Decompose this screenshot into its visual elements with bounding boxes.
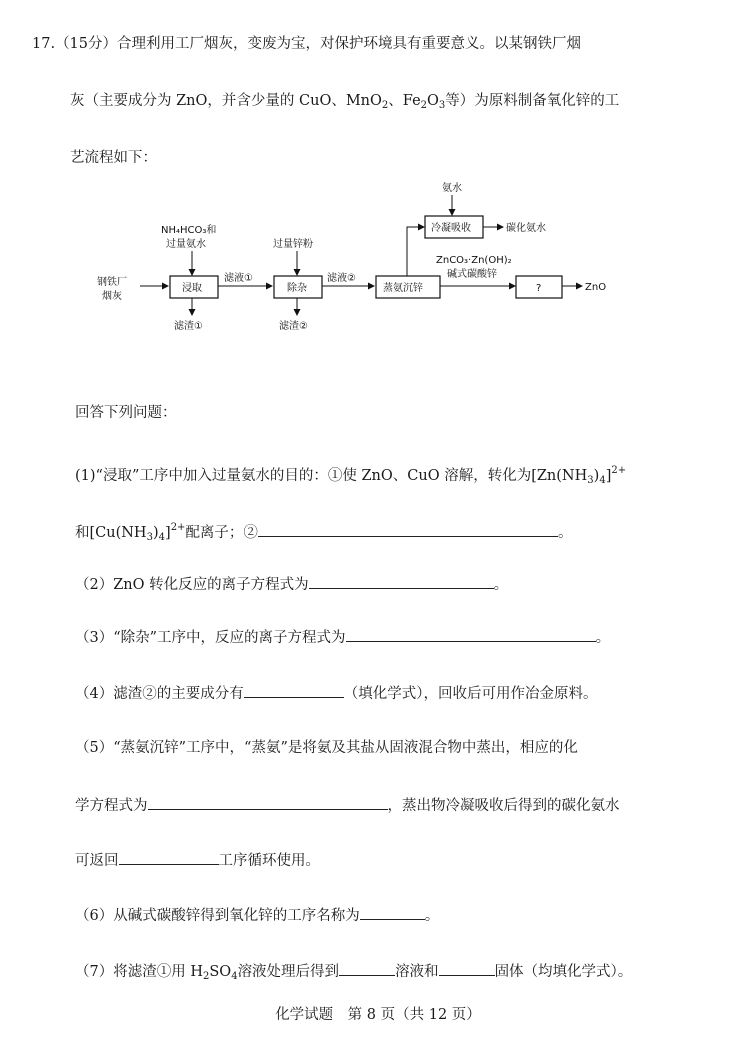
intermediate-formula-label: ZnCO₃·Zn(OH)₂: [436, 255, 512, 266]
superscript: 2+: [170, 522, 186, 533]
q5-text: 工序循环使用。: [218, 853, 320, 869]
product-absorb-label: 碳化氨水: [506, 223, 546, 234]
q1-text: ): [593, 468, 600, 484]
subscript: 3: [146, 532, 153, 543]
q1-line-2: [75, 518, 572, 548]
q7-text: 溶液和: [395, 964, 439, 980]
q1-line-1: [75, 461, 626, 491]
intro-text: O: [427, 93, 439, 109]
q4-text: （填化学式），回收后可用作冶金原料。: [343, 686, 598, 702]
raw-material-label: 钢铁厂: [97, 277, 127, 288]
q5-line-1: [75, 738, 578, 758]
answer-blank[interactable]: [258, 521, 558, 537]
prompt-line: [75, 403, 177, 423]
q1-text: 和[Cu(NH: [75, 525, 147, 541]
q7-text: SO: [209, 964, 232, 980]
q6-line: [75, 904, 439, 926]
q5-line-2: [75, 794, 620, 816]
intro-text: 、Fe: [388, 93, 421, 109]
q5-text: 学方程式为: [75, 798, 148, 814]
step-absorb-label: 冷凝吸收: [431, 223, 471, 234]
residue-1-label: 滤渣①: [174, 321, 203, 332]
q1-text: 配离子；②: [185, 525, 258, 541]
q6-text: 。: [424, 908, 440, 924]
question-intro-1: 合理利用工厂烟灰，变废为宝，对保护环境具有重要意义。以某钢铁厂烟: [117, 36, 582, 52]
q6-text: （6）从碱式碳酸锌得到氧化锌的工序名称为: [75, 908, 360, 924]
q5-text: 可返回: [75, 853, 119, 869]
question-number: 17.: [32, 36, 56, 52]
intro-text: 灰（主要成分为 ZnO，并含少量的 CuO、MnO: [70, 93, 382, 109]
q3-text: （3）“除杂”工序中，反应的离子方程式为: [75, 630, 346, 646]
subscript: 2: [420, 100, 428, 111]
q7-text: （7）将滤渣①用 H: [75, 964, 203, 980]
raw-material-label: 烟灰: [102, 291, 122, 302]
step-unknown-label: ?: [536, 283, 542, 294]
q5-text: ，蒸出物冷凝吸收后得到的碳化氨水: [387, 798, 620, 814]
answer-blank[interactable]: [244, 682, 344, 698]
question-score: （15分）: [55, 36, 118, 52]
question-line-2: [70, 91, 619, 116]
q1-text: ]: [605, 468, 612, 484]
q5-text: （5）“蒸氨沉锌”工序中，“蒸氨”是将氨及其盐从固液混合物中蒸出，相应的化: [75, 740, 578, 756]
leach-reagent-label: NH₄HCO₃和: [161, 225, 217, 236]
reagent-water-label: 氨水: [442, 183, 462, 194]
step-purify-label: 除杂: [287, 283, 307, 294]
product-final-label: ZnO: [585, 282, 607, 293]
page-footer: 化学试题 第 8 页（共 12 页）: [275, 1007, 481, 1023]
step-leach-label: 浸取: [182, 283, 202, 294]
q1-text: ): [152, 525, 159, 541]
q2-text: 。: [493, 577, 509, 593]
answer-blank[interactable]: [439, 960, 495, 976]
answer-blank[interactable]: [339, 960, 395, 976]
answer-blank[interactable]: [119, 849, 219, 865]
q7-text: 固体（均填化学式）。: [494, 964, 633, 980]
process-flow-diagram: [0, 175, 756, 335]
q1-text: ]: [165, 525, 171, 541]
superscript: 2+: [611, 465, 627, 476]
intro-text: 等）为原料制备氧化锌的工: [445, 93, 620, 109]
subscript: 3: [438, 100, 446, 111]
subscript: 2: [202, 971, 210, 982]
answer-blank[interactable]: [360, 904, 425, 920]
intro-text: 艺流程如下：: [70, 150, 157, 166]
answer-blank[interactable]: [309, 573, 494, 589]
q7-line: [75, 960, 632, 987]
question-line-3: [70, 148, 157, 168]
q5-line-3: [75, 849, 320, 871]
subscript: 4: [158, 532, 166, 543]
filtrate-1-label: 滤液①: [224, 273, 253, 284]
subscript: 2: [381, 100, 389, 111]
subscript: 4: [231, 971, 238, 982]
residue-2-label: 滤渣②: [279, 321, 308, 332]
q4-line: [75, 682, 597, 704]
q3-line: [75, 626, 610, 648]
q7-text: 溶液处理后得到: [237, 964, 340, 980]
subscript: 4: [599, 475, 606, 486]
q1-text: 。: [557, 525, 573, 541]
q2-line: [75, 573, 508, 595]
q4-text: （4）滤渣②的主要成分有: [75, 686, 244, 702]
answer-blank[interactable]: [148, 794, 388, 810]
filtrate-2-label: 滤液②: [327, 273, 356, 284]
step-distill-label: 蒸氨沉锌: [383, 283, 423, 294]
leach-reagent-label: 过量氨水: [166, 239, 206, 250]
purify-reagent-label: 过量锌粉: [273, 239, 313, 250]
answer-blank[interactable]: [346, 626, 596, 642]
q3-text: 。: [595, 630, 611, 646]
prompt-text: 回答下列问题：: [75, 405, 177, 421]
question-line-1: [32, 34, 581, 54]
intermediate-name-label: 碱式碳酸锌: [447, 269, 497, 280]
q1-text: (1)“浸取”工序中加入过量氨水的目的：①使 ZnO、CuO 溶解，转化为[Zn(NH: [75, 468, 588, 484]
q2-text: （2）ZnO 转化反应的离子方程式为: [75, 577, 309, 593]
subscript: 3: [587, 475, 594, 486]
